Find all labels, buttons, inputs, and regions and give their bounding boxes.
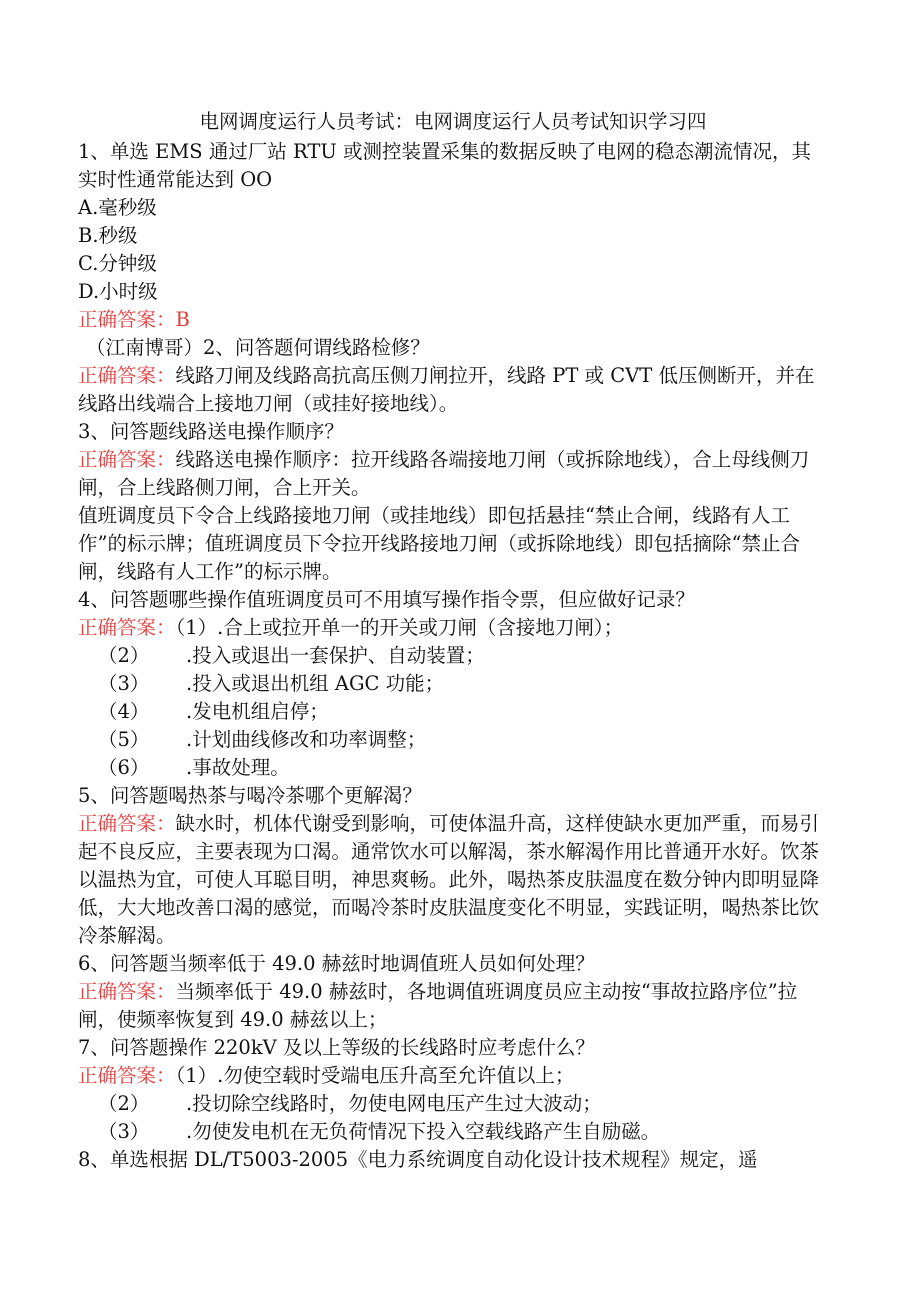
- q5-answer: [78, 810, 828, 950]
- item-number: （3）: [98, 672, 150, 695]
- item-number: （4）: [98, 700, 150, 723]
- question-6: 6、问答题当频率低于 49.0 赫兹时地调值班人员如何处理？: [78, 952, 595, 975]
- q7-item: [78, 1090, 828, 1118]
- answer-label: 正确答案：: [78, 308, 176, 331]
- answer-label: 正确答案：: [78, 812, 176, 835]
- page-title: 电网调度运行人员考试：电网调度运行人员考试知识学习四: [199, 110, 707, 133]
- item-number: （3）: [98, 1120, 150, 1143]
- q7-item: [78, 1118, 828, 1146]
- q1-option-d: D.小时级: [78, 280, 158, 303]
- q4-item: [78, 698, 828, 726]
- question-2: （江南博哥）2、问答题何谓线路检修？: [86, 336, 430, 359]
- question-3: 3、问答题线路送电操作顺序？: [78, 420, 344, 443]
- item-text: .勿使发电机在无负荷情况下投入空载线路产生自励磁。: [186, 1120, 661, 1143]
- item-text: .投切除空线路时，勿使电网电压产生过大波动；: [186, 1092, 602, 1115]
- answer-label: 正确答案：: [78, 1064, 176, 1087]
- item-number: （2）: [98, 644, 150, 667]
- item-text: .计划曲线修改和功率调整；: [186, 728, 427, 751]
- question-1: 1、单选 EMS 通过厂站 RTU 或测控装置采集的数据反映了电网的稳态潮流情况，其实时性通常能达到 OO: [78, 140, 812, 191]
- item-text: .投入或退出一套保护、自动装置；: [186, 644, 485, 667]
- item-text: .投入或退出机组 AGC 功能；: [186, 672, 445, 695]
- answer-label: 正确答案：: [78, 616, 176, 639]
- q1-option-a: A.毫秒级: [78, 196, 157, 219]
- q3-answer: [78, 446, 828, 502]
- q1-option-b: B.秒级: [78, 224, 138, 247]
- q6-answer-text: 当频率低于 49.0 赫兹时，各地调值班调度员应主动按“事故拉路序位”拉闸，使频率恢复到 49.0 赫兹以上；: [78, 980, 798, 1031]
- q4-item: [78, 670, 828, 698]
- q2-answer-text: 线路刀闸及线路高抗高压侧刀闸拉开，线路 PT 或 CVT 低压侧断开，并在线路出线端合上接地刀闸（或挂好接地线）。: [78, 364, 815, 415]
- q5-answer-text: 缺水时，机体代谢受到影响，可使体温升高，这样使缺水更加严重，而易引起不良反应，主要表现为口渴。通常饮水可以解渴，茶水解渴作用比普通开水好。饮茶以温热为宜，可使人耳聪目明，神思爽畅。此外，喝热茶皮肤温度在数分钟内即明显降低，大大地改善口渴的感觉，而喝冷茶时皮肤温度变化不明显，实践证明，喝热茶比饮冷茶解渴。: [78, 812, 820, 947]
- answer-label: 正确答案：: [78, 364, 176, 387]
- q1-answer-value: B: [175, 308, 190, 331]
- item-text: .事故处理。: [186, 756, 290, 779]
- q4-item: [78, 642, 828, 670]
- item-number: （6）: [98, 756, 150, 779]
- question-5: 5、问答题喝热茶与喝冷茶哪个更解渴？: [78, 784, 422, 807]
- question-4: 4、问答题哪些操作值班调度员可不用填写操作指令票，但应做好记录？: [78, 588, 695, 611]
- q4-item: [78, 754, 828, 782]
- q1-answer: [78, 306, 828, 334]
- answer-label: 正确答案：: [78, 980, 176, 1003]
- q4-item: [78, 726, 828, 754]
- q3-note: 值班调度员下令合上线路接地刀闸（或挂地线）即包括悬挂“禁止合闸，线路有人工作”的标示牌；值班调度员下令拉开线路接地刀闸（或拆除地线）即包括摘除“禁止合闸，线路有人工作”的标示牌。: [78, 504, 800, 583]
- item-number: （2）: [98, 1092, 150, 1115]
- q4-answer: [78, 614, 828, 642]
- q2-answer: [78, 362, 828, 418]
- question-8: 8、单选根据 DL/T5003-2005《电力系统调度自动化设计技术规程》规定，遥: [78, 1148, 758, 1171]
- q1-option-c: C.分钟级: [78, 252, 157, 275]
- q4-answer-first: （1）.合上或拉开单一的开关或刀闸（含接地刀闸）；: [175, 616, 624, 639]
- item-text: .发电机组启停；: [186, 700, 329, 723]
- q3-answer-text: 线路送电操作顺序：拉开线路各端接地刀闸（或拆除地线），合上母线侧刀闸，合上线路侧刀闸，合上开关。: [78, 448, 810, 499]
- question-7: 7、问答题操作 220kV 及以上等级的长线路时应考虑什么？: [78, 1036, 595, 1059]
- answer-label: 正确答案：: [78, 448, 176, 471]
- item-number: （5）: [98, 728, 150, 751]
- q6-answer: [78, 978, 828, 1034]
- q7-answer: [78, 1062, 828, 1090]
- q7-answer-first: （1）.勿使空载时受端电压升高至允许值以上；: [175, 1064, 575, 1087]
